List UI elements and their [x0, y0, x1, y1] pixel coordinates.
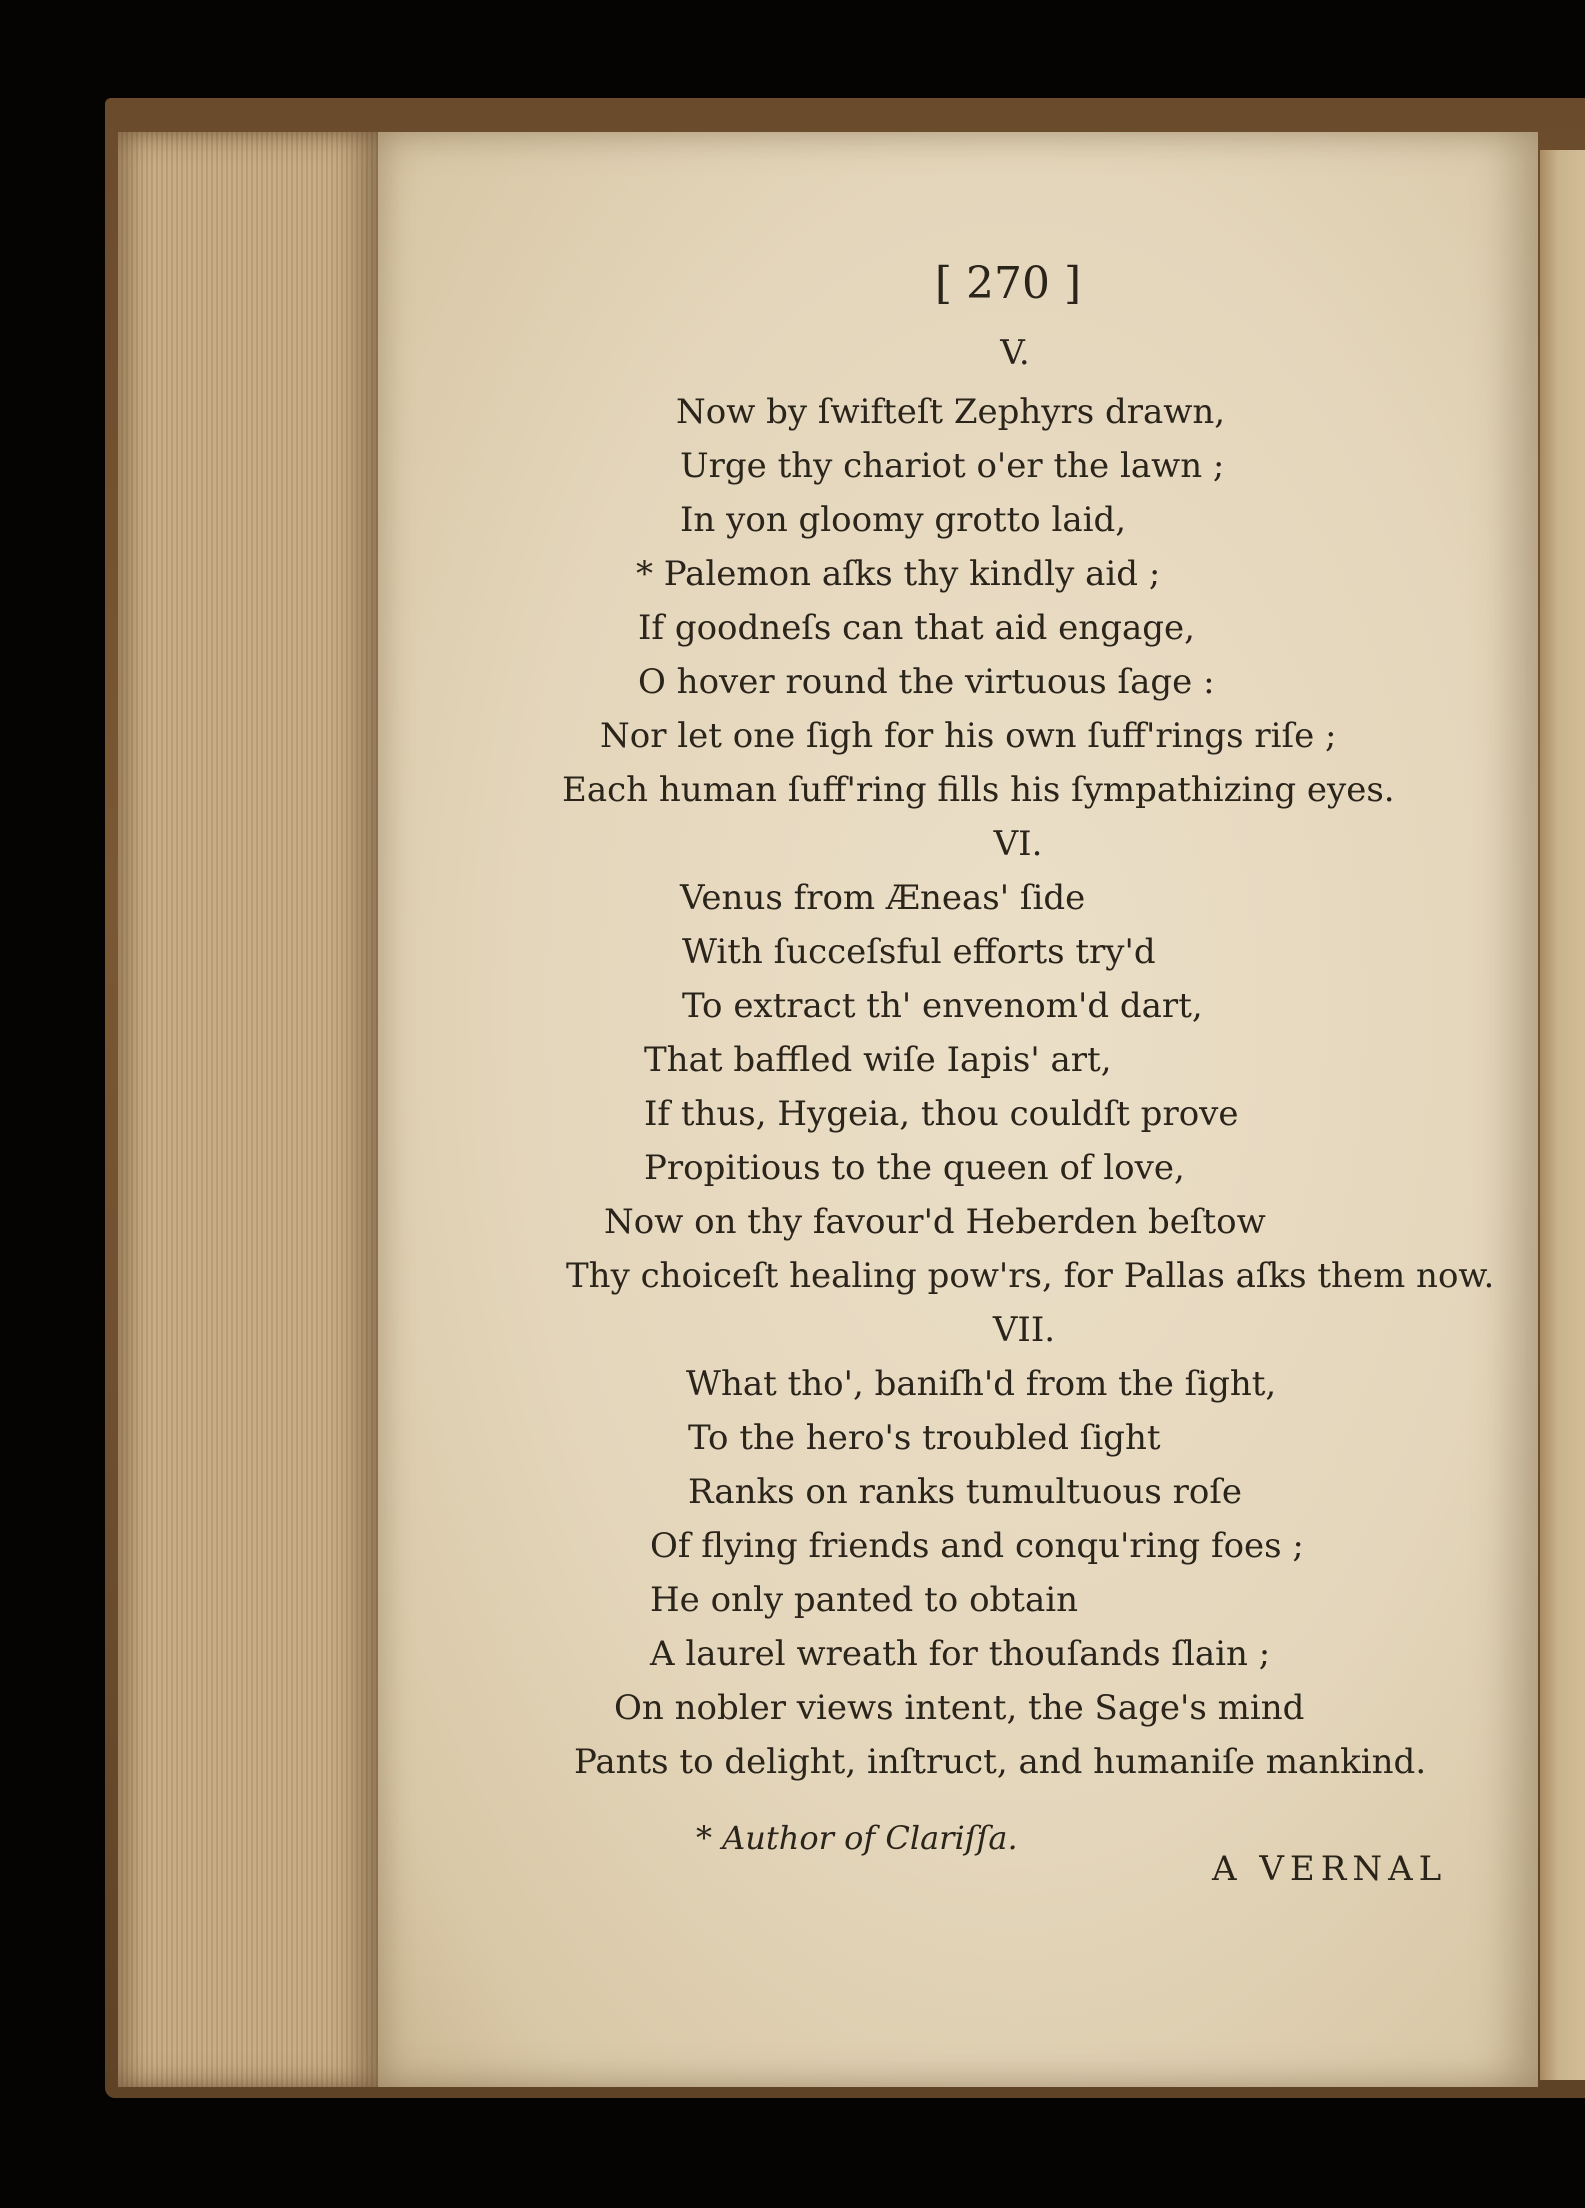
poem-line: He only panted to obtain: [650, 1580, 1079, 1620]
page-edges: [118, 132, 380, 2087]
poem-line: Of flying friends and conqu'ring foes ;: [650, 1526, 1304, 1566]
poem-line: If goodneſs can that aid engage,: [638, 608, 1195, 648]
poem-line: Now on thy favour'd Heberden beſtow: [604, 1202, 1266, 1242]
poem-line: Pants to delight, inſtruct, and humaniſe mankind.: [574, 1742, 1427, 1782]
footnote: * Author of Clariſſa.: [696, 1819, 1018, 1857]
poem-line: Propitious to the queen of love,: [644, 1148, 1185, 1188]
poem-line: If thus, Hygeia, thou couldſt prove: [644, 1094, 1239, 1134]
poem-line: Each human ſuff'ring fills his ſympathizing eyes.: [562, 770, 1395, 810]
poem-line: Venus from Æneas' ſide: [680, 878, 1086, 918]
stanza-number: VI.: [993, 824, 1043, 864]
poem-line: O hover round the virtuous ſage :: [638, 662, 1215, 702]
poem-line: Nor let one ſigh for his own ſuff'rings riſe ;: [600, 716, 1337, 756]
poem-line: Ranks on ranks tumultuous roſe: [688, 1472, 1243, 1512]
poem-line: With ſucceſsful efforts try'd: [682, 932, 1156, 972]
poem-line: Urge thy chariot o'er the lawn ;: [680, 446, 1225, 486]
poem-line: Thy choiceſt healing pow'rs, for Pallas aſks them now.: [566, 1256, 1495, 1296]
stanza-number: VII.: [992, 1310, 1056, 1350]
facing-page-edge: [1540, 150, 1585, 2080]
poem-line: To the hero's troubled ſight: [688, 1418, 1161, 1458]
poem-line: In yon gloomy grotto laid,: [680, 500, 1127, 540]
page-number: [ 270 ]: [934, 258, 1082, 309]
poem-line: * Palemon aſks thy kindly aid ;: [636, 554, 1161, 594]
poem-line: On nobler views intent, the Sage's mind: [614, 1688, 1305, 1728]
poem-line: What tho', baniſh'd from the ſight,: [686, 1364, 1277, 1404]
poem-line: That baffled wiſe Iapis' art,: [644, 1040, 1112, 1080]
catchword: A VERNAL: [1212, 1849, 1448, 1889]
poem-line: To extract th' envenom'd dart,: [682, 986, 1203, 1026]
poem-line: A laurel wreath for thouſands ſlain ;: [650, 1634, 1271, 1674]
poem-line: Now by ſwifteſt Zephyrs drawn,: [676, 392, 1226, 432]
stanza-number: V.: [1000, 333, 1030, 373]
